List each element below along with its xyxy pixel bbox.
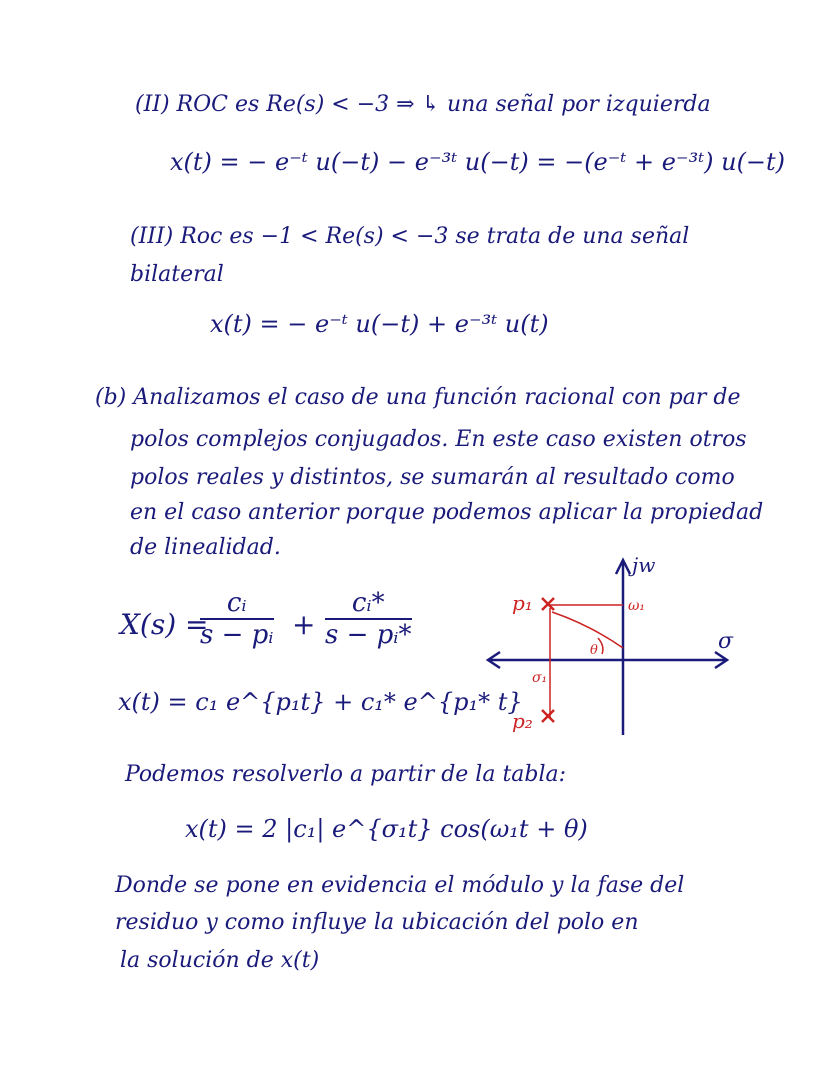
theta-arc [598, 638, 603, 654]
final-line: Donde se pone en evidencia el módulo y la fase del [115, 873, 685, 898]
sigma-label: σ [718, 629, 734, 654]
part-iii-line1: (III) Roc es −1 < Re(s) < −3 se trata de una señal [130, 224, 690, 249]
part-ii-line: (II) ROC es Re(s) < −3 ⇒ ↳ una señal por izquierda [135, 92, 711, 117]
s-plane-diagram [480, 550, 740, 740]
p2-label: p₂ [512, 709, 533, 733]
p1-label: p₁ [512, 591, 533, 615]
part-ii-equation: x(t) = − e⁻ᵗ u(−t) − e⁻³ᵗ u(−t) = −(e⁻ᵗ + e⁻³ᵗ) u(−t) [170, 148, 786, 176]
part-iii-line2: bilateral [130, 262, 224, 287]
result-equation: x(t) = 2 |c₁| e^{σ₁t} cos(ω₁t + θ) [185, 815, 588, 843]
angle-line [552, 612, 623, 648]
resolve-line: Podemos resolverlo a partir de la tabla: [125, 762, 567, 787]
sigma1-label: σ₁ [532, 670, 548, 686]
theta-label: θ [590, 643, 598, 658]
final-line: la solución de x(t) [120, 948, 320, 973]
fraction-1-denominator: s − pᵢ [200, 620, 274, 650]
fraction-2-denominator: s − pᵢ* [325, 620, 412, 650]
part-iii-equation: x(t) = − e⁻ᵗ u(−t) + e⁻³ᵗ u(t) [210, 310, 549, 338]
fraction-2 [325, 588, 412, 650]
fraction-1 [200, 588, 274, 650]
fraction-1-numerator: cᵢ [200, 588, 274, 620]
part-b-line: polos complejos conjugados. En este caso existen otros [130, 427, 747, 452]
part-b-line: en el caso anterior porque podemos aplicar la propiedad [130, 500, 764, 525]
pole-p2-mark [542, 710, 554, 722]
part-b-line: (b) Analizamos el caso de una función racional con par de [95, 385, 741, 410]
jw-label: jw [632, 553, 656, 577]
part-b-line: de linealidad. [130, 535, 281, 560]
w1-label: ω₁ [628, 598, 646, 614]
fraction-2-numerator: cᵢ* [325, 588, 412, 620]
final-line: residuo y como influye la ubicación del polo en [115, 910, 639, 935]
plus-sign: + [292, 608, 316, 641]
part-b-line: polos reales y distintos, se sumarán al resultado como [130, 465, 735, 490]
x-of-s-label: X(s) = [120, 608, 209, 641]
pole-p1-mark [542, 598, 554, 610]
x-of-t-equation: x(t) = c₁ e^{p₁t} + c₁* e^{p₁* t} [118, 688, 523, 716]
